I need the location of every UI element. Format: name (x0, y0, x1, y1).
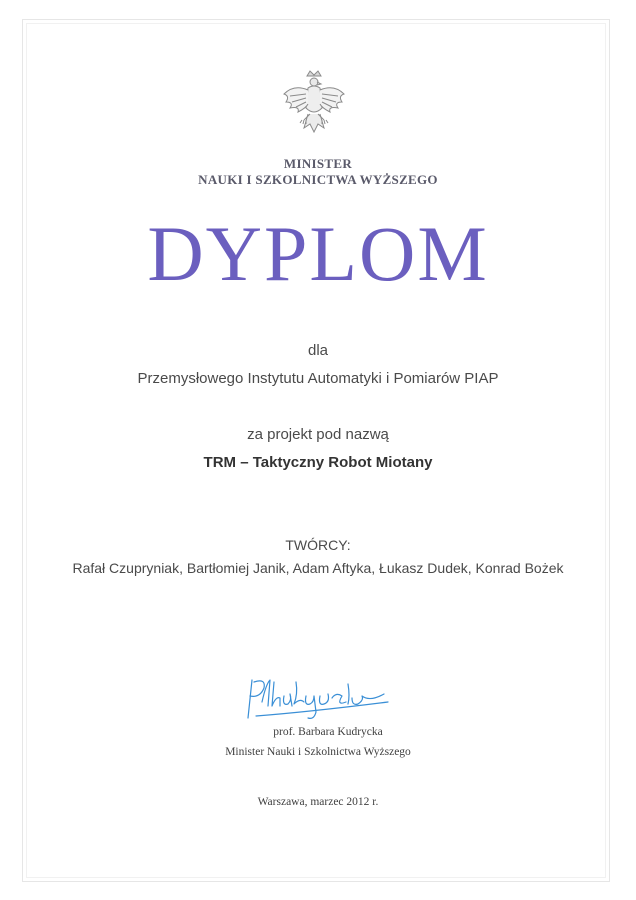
creators-label: TWÓRCY: (285, 537, 351, 553)
project-label: za projekt pod nazwą (247, 426, 389, 443)
project-name: TRM – Taktyczny Robot Miotany (203, 454, 433, 471)
ministry-title-line2: NAUKI I SZKOLNICTWA WYŻSZEGO (198, 172, 438, 187)
creators-names: Rafał Czupryniak, Bartłomiej Janik, Adam Aftyka, Łukasz Dudek, Konrad Bożek (72, 560, 564, 576)
signatory-role: Minister Nauki i Szkolnictwa Wyższego (225, 746, 411, 758)
signatory-name: prof. Barbara Kudrycka (273, 726, 383, 738)
recipient-name: Przemysłowego Instytutu Automatyki i Pomiarów PIAP (137, 370, 499, 387)
ministry-title-line1: MINISTER (283, 156, 353, 171)
diploma-title: DYPLOM (147, 210, 489, 297)
handwritten-signature (238, 672, 398, 728)
polish-eagle-emblem-icon (280, 70, 348, 142)
place-date: Warszawa, marzec 2012 r. (257, 796, 379, 808)
recipient-label: dla (307, 342, 329, 359)
